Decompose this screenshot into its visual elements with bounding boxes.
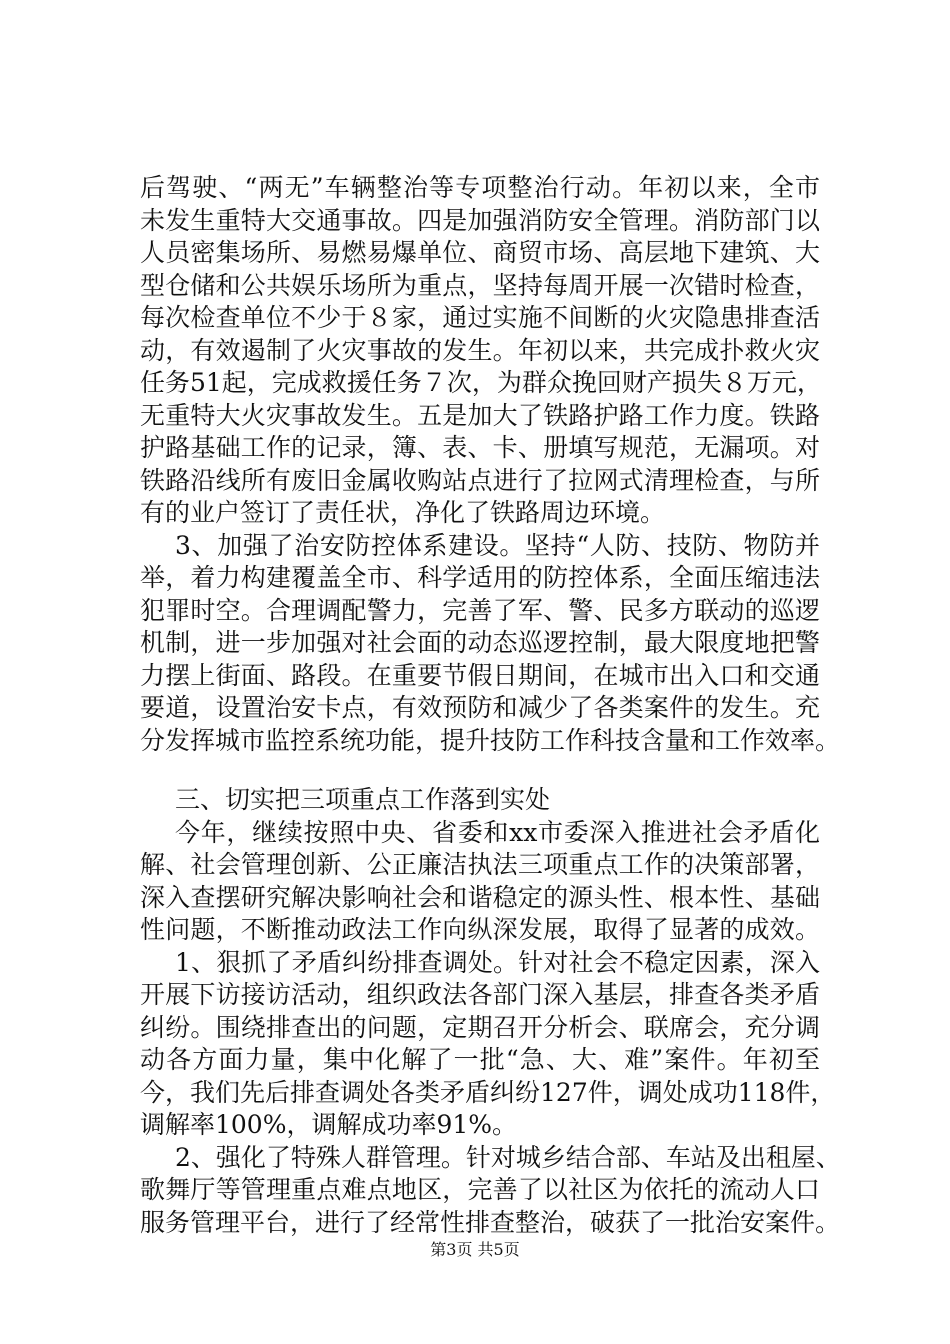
paragraph-start-line: 3、加强了治安防控体系建设。坚持“人防、技防、物防并 — [175, 530, 820, 560]
text-line: 力摆上街面、路段。在重要节假日期间，在城市出入口和交通 — [140, 660, 820, 690]
text-line: 动各方面力量，集中化解了一批“急、大、难”案件。年初至 — [140, 1045, 820, 1074]
text-line: 每次检查单位不少于８家，通过实施不间断的火灾隐患排查活 — [140, 303, 820, 332]
document-body — [140, 172, 841, 1239]
page-footer: 第3页 共5页 — [430, 1240, 520, 1259]
text-line: 开展下访接访活动，组织政法各部门深入基层，排查各类矛盾 — [140, 980, 820, 1009]
text-line: 纠纷。围绕排查出的问题，定期召开分析会、联席会，充分调 — [140, 1012, 820, 1042]
text-line: 型仓储和公共娱乐场所为重点，坚持每周开展一次错时检查， — [140, 270, 820, 300]
text-line: 任务51起，完成救援任务７次，为群众挽回财产损失８万元， — [140, 368, 822, 397]
text-line: 要道，设置治安卡点，有效预防和减少了各类案件的发生。充 — [140, 693, 820, 722]
text-line: 性问题，不断推动政法工作向纵深发展，取得了显著的成效。 — [140, 915, 820, 944]
text-line: 护路基础工作的记录，簿、表、卡、册填写规范，无漏项。对 — [140, 433, 820, 462]
text-line: 深入查摆研究解决影响社会和谐稳定的源头性、根本性、基础 — [140, 882, 820, 912]
text-line: 分发挥城市监控系统功能，提升技防工作科技含量和工作效率。 — [140, 725, 841, 755]
text-line: 无重特大火灾事故发生。五是加大了铁路护路工作力度。铁路 — [140, 400, 820, 430]
text-line: 举，着力构建覆盖全市、科学适用的防控体系，全面压缩违法 — [140, 563, 820, 592]
paragraph-gap — [140, 757, 820, 784]
text-line: 有的业户签订了责任状，净化了铁路周边环境。 — [140, 498, 666, 527]
text-line: 今，我们先后排查调处各类矛盾纠纷127件，调处成功118件， — [140, 1077, 836, 1107]
text-line: 调解率100%，调解成功率91%。 — [140, 1110, 518, 1139]
text-line: 机制，进一步加强对社会面的动态巡逻控制，最大限度地把警 — [140, 628, 820, 657]
text-line: 铁路沿线所有废旧金属收购站点进行了拉网式清理检查，与所 — [140, 465, 820, 495]
text-line: 未发生重特大交通事故。四是加强消防安全管理。消防部门以 — [140, 205, 820, 235]
section-heading: 三、切实把三项重点工作落到实处 — [175, 785, 551, 814]
text-line: 后驾驶、“两无”车辆整治等专项整治行动。年初以来，全市 — [140, 173, 820, 202]
paragraph-start-line: 2、强化了特殊人群管理。针对城乡结合部、车站及出租屋、 — [175, 1142, 841, 1172]
text-line: 解、社会管理创新、公正廉洁执法三项重点工作的决策部署， — [140, 850, 820, 879]
paragraph-start-line: 今年，继续按照中央、省委和xx市委深入推进社会矛盾化 — [175, 817, 820, 847]
text-line: 犯罪时空。合理调配警力，完善了军、警、民多方联动的巡逻 — [140, 595, 820, 625]
text-line: 歌舞厅等管理重点难点地区，完善了以社区为依托的流动人口 — [140, 1175, 820, 1204]
paragraph-start-line: 1、狠抓了矛盾纠纷排查调处。针对社会不稳定因素，深入 — [175, 947, 820, 977]
text-line: 动，有效遏制了火灾事故的发生。年初以来，共完成扑救火灾 — [140, 335, 820, 365]
text-line: 人员密集场所、易燃易爆单位、商贸市场、高层地下建筑、大 — [140, 238, 820, 267]
text-line: 服务管理平台，进行了经常性排查整治，破获了一批治安案件。 — [140, 1207, 841, 1237]
